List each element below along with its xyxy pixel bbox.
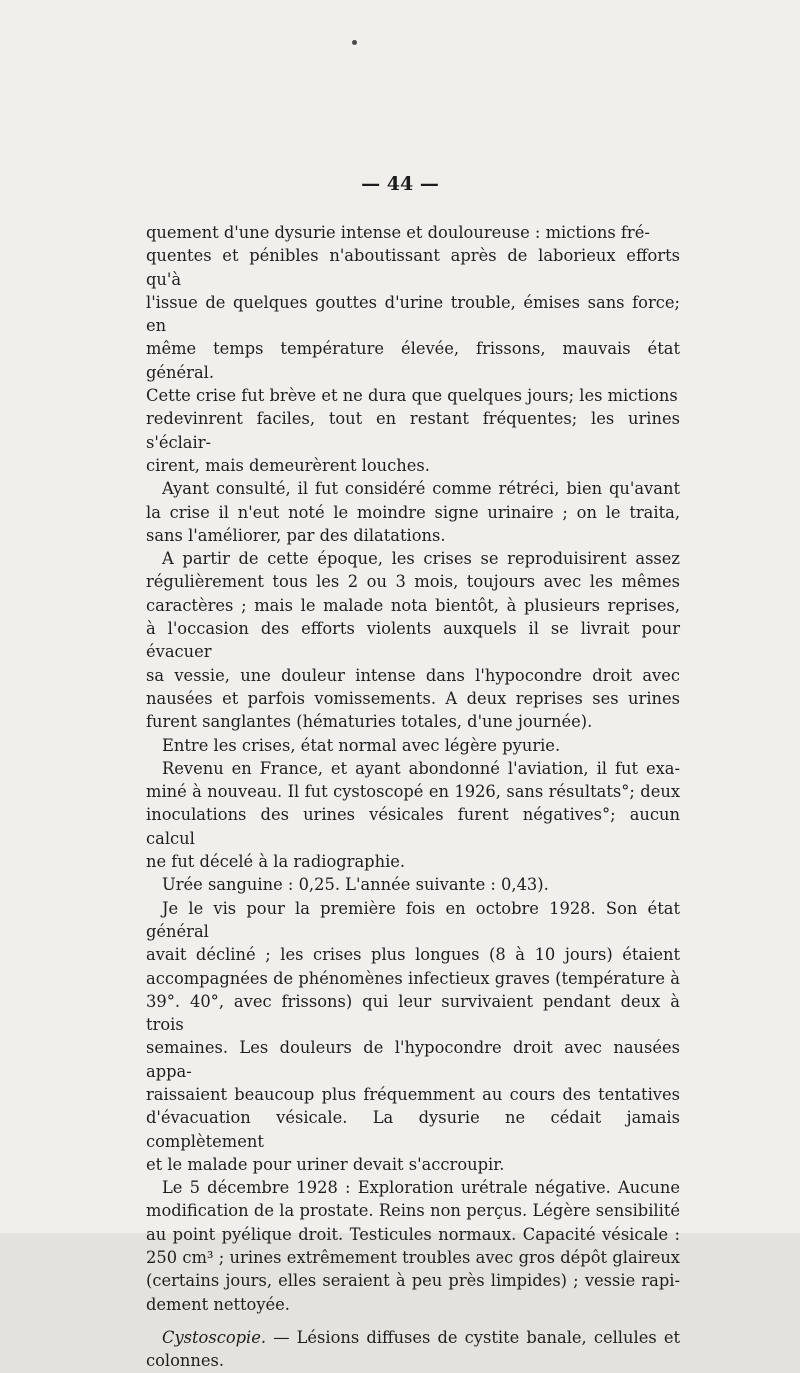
text-line: 250 cm³ ; urines extrêmement troubles avec gros dépôt glaireux (146, 1248, 680, 1268)
text-line: la crise il n'eut noté le moindre signe urinaire ; on le traita, (146, 502, 680, 522)
text-line: d'évacuation vésicale. La dysurie ne cédait jamais complètement (146, 1108, 680, 1151)
paragraph-5 (146, 757, 680, 873)
text-line: quement d'une dysurie intense et douloureuse : mictions fré- (146, 223, 650, 242)
print-speck (352, 40, 357, 45)
text-line: semaines. Les douleurs de l'hypocondre droit avec nausées appa- (146, 1038, 680, 1081)
text-line: cirent, mais demeurèrent louches. (146, 455, 430, 475)
text-line: colonnes. (146, 1351, 225, 1371)
text-line: l'issue de quelques gouttes d'urine trouble, émises sans force; en (146, 292, 680, 336)
text-line: inoculations des urines vésicales furent négatives°; aucun calcul (146, 805, 680, 848)
text-line: raissaient beaucoup plus fréquemment au cours des tentatives (146, 1084, 680, 1104)
text-line: au point pyélique droit. Testicules normaux. Capacité vésicale : (146, 1224, 680, 1244)
text-line: Je le vis pour la première fois en octobre 1928. Son état général (146, 898, 680, 941)
text-line: quentes et pénibles n'aboutissant après de laborieux efforts qu'à (146, 246, 680, 289)
text-line: avait décliné ; les crises plus longues (8 à 10 jours) étaient (146, 945, 680, 965)
text-line: Le 5 décembre 1928 : Exploration urétrale négative. Aucune (162, 1178, 680, 1198)
text-line: Cette crise fut brève et ne dura que quelques jours; les mictions (146, 386, 678, 406)
paragraph-7 (146, 897, 680, 1177)
text-line: caractères ; mais le malade nota bientôt, à plusieurs reprises, (146, 595, 680, 615)
paragraph-4 (146, 734, 680, 757)
text-line: redevinrent faciles, tout en restant fréquentes; les urines s'éclair- (146, 409, 680, 452)
text-line: même temps température élevée, frissons, mauvais état général. (146, 339, 680, 382)
paragraph-6 (146, 873, 680, 896)
section-text: — Lésions diffuses de cystite banale, cellules et (273, 1327, 680, 1347)
paragraph-8 (146, 1176, 680, 1316)
text-line: Entre les crises, état normal avec légère pyurie. (162, 735, 561, 755)
page-number: — 44 — (361, 173, 439, 195)
paragraph-2 (146, 477, 680, 547)
text-line: modification de la prostate. Reins non perçus. Légère sensibilité (146, 1201, 680, 1221)
text-line: à l'occasion des efforts violents auxquels il se livrait pour évacuer (146, 619, 680, 662)
text-line: Ayant consulté, il fut considéré comme rétréci, bien qu'avant (162, 479, 680, 499)
text-line (146, 1326, 680, 1349)
text-line: Revenu en France, et ayant abondonné l'aviation, il fut exa- (162, 758, 680, 778)
text-line: et le malade pour uriner devait s'accroupir. (146, 1154, 505, 1174)
text-line: ne fut décelé à la radiographie. (146, 852, 406, 872)
text-line: accompagnées de phénomènes infectieux graves (température à (146, 968, 680, 988)
paragraph-1 (146, 221, 680, 477)
text-line: dement nettoyée. (146, 1294, 290, 1314)
text-line: régulièrement tous les 2 ou 3 mois, toujours avec les mêmes (146, 572, 680, 592)
cystoscopie-section (146, 1326, 680, 1373)
text-line: (certains jours, elles seraient à peu près limpides) ; vessie rapi- (146, 1271, 680, 1291)
text-line: Urée sanguine : 0,25. L'année suivante : 0,43). (162, 875, 549, 895)
text-line: sa vessie, une douleur intense dans l'hypocondre droit avec (146, 665, 680, 685)
paragraph-3 (146, 547, 680, 733)
text-line: A partir de cette époque, les crises se reproduisirent assez (162, 549, 680, 569)
text-line: sans l'améliorer, par des dilatations. (146, 525, 446, 545)
section-title: Cystoscopie. (162, 1327, 267, 1347)
body-text (146, 221, 680, 1373)
text-line: 39°. 40°, avec frissons) qui leur survivaient pendant deux à trois (146, 991, 680, 1035)
text-line: nausées et parfois vomissements. A deux reprises ses urines (146, 688, 680, 708)
text-line: furent sanglantes (hématuries totales, d'une journée). (146, 712, 593, 732)
text-line: miné à nouveau. Il fut cystoscopé en 1926, sans résultats°; deux (146, 782, 680, 802)
